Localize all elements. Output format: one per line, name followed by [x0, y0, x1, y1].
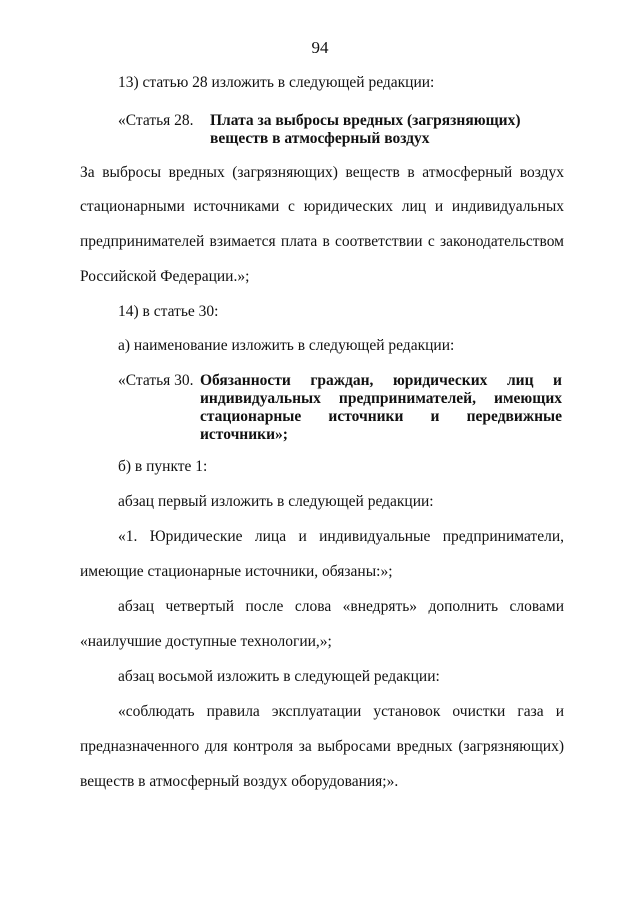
article-30-title [200, 372, 562, 444]
article-30-title-line: источники»; [200, 426, 288, 443]
article-30-title-line: стационарные источники и передвижные [200, 408, 562, 425]
article-28-body-line: стационарными источниками с юридических лиц и индивидуальных [80, 198, 564, 215]
paragraph-14b: б) в пункте 1: [118, 458, 208, 475]
quote-1-line: имеющие стационарные источники, обязаны:»; [80, 563, 393, 580]
abzac-4-line: абзац четвертый после слова «внедрять» дополнить словами [118, 598, 564, 615]
paragraph-14a: а) наименование изложить в следующей редакции: [118, 337, 455, 354]
article-28-body-line: Российской Федерации.»; [80, 268, 250, 285]
paragraph-13: 13) статью 28 изложить в следующей редакции: [118, 74, 435, 91]
paragraph-abzac-8: абзац восьмой изложить в следующей редакции: [118, 668, 440, 685]
article-28-title [210, 112, 521, 148]
abzac-4-line: «наилучшие доступные технологии,»; [80, 633, 332, 650]
article-28-title-line: веществ в атмосферный воздух [210, 130, 430, 147]
article-28-body-line: предпринимателей взимается плата в соответствии с законодательством [80, 233, 564, 250]
paragraph-abzac-1: абзац первый изложить в следующей редакции: [118, 493, 434, 510]
article-28-label: «Статья 28. [118, 112, 194, 129]
paragraph-14: 14) в статье 30: [118, 303, 219, 320]
article-28-title-line: Плата за выбросы вредных (загрязняющих) [210, 112, 521, 129]
quote-2-line: предназначенного для контроля за выбросами вредных (загрязняющих) [80, 738, 564, 755]
page-number: 94 [311, 38, 329, 57]
article-28-body-line: За выбросы вредных (загрязняющих) веществ в атмосферный воздух [80, 164, 564, 181]
quote-2-line: веществ в атмосферный воздух оборудования;». [80, 773, 399, 790]
article-30-label: «Статья 30. [118, 372, 194, 389]
article-30-title-line: Обязанности граждан, юридических лиц и [200, 372, 562, 389]
article-30-title-line: индивидуальных предпринимателей, имеющих [200, 390, 562, 407]
quote-1-line: «1. Юридические лица и индивидуальные предприниматели, [118, 528, 564, 545]
quote-2-line: «соблюдать правила эксплуатации установок очистки газа и [118, 703, 564, 720]
